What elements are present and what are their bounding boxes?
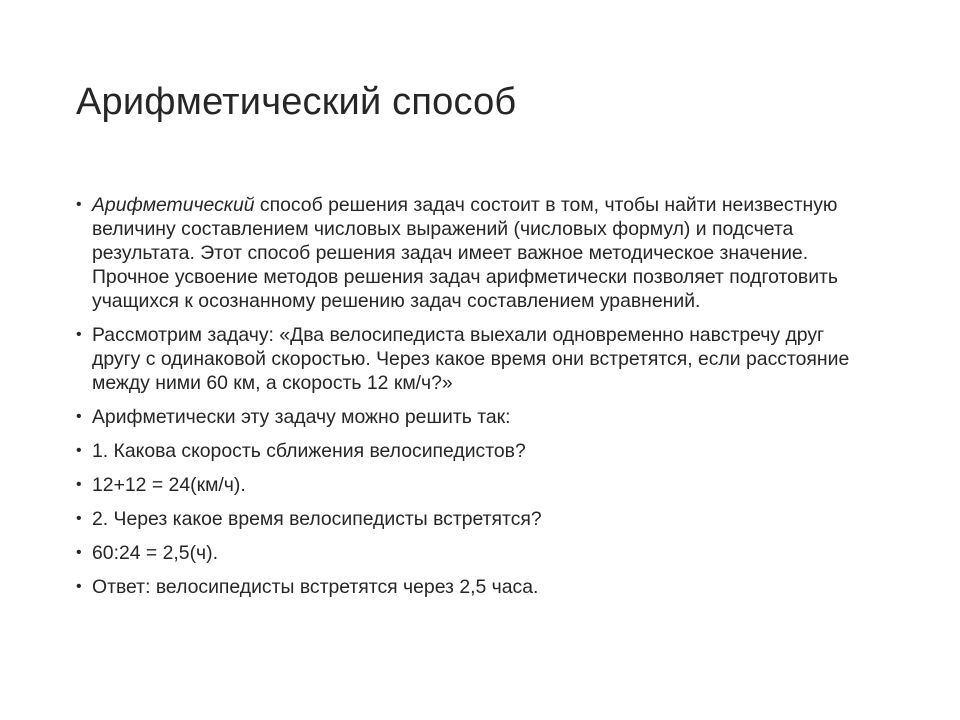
bullet-item-final-answer bbox=[76, 575, 876, 599]
bullet-list bbox=[76, 193, 876, 609]
bullet-text: 12+12 = 24(км/ч). bbox=[92, 474, 246, 496]
bullet-item-problem bbox=[76, 323, 876, 395]
bullet-text: 2. Через какое время велосипедисты встретятся? bbox=[92, 508, 542, 530]
bullet-text: Арифметически эту задачу можно решить так: bbox=[92, 406, 511, 428]
bullet-icon: • bbox=[76, 578, 82, 595]
bullet-item-question-2 bbox=[76, 507, 876, 531]
bullet-item-answer-2 bbox=[76, 541, 876, 565]
bullet-emphasis: Арифметический bbox=[92, 194, 255, 216]
bullet-text: Рассмотрим задачу: «Два велосипедиста выехали одновременно навстречу друг другу с одинаковой скоростью. Через какое время они встретятся, если расстояние между ними 60 км, а скорость 12 км/ч?» bbox=[92, 324, 850, 394]
bullet-icon: • bbox=[76, 510, 82, 527]
bullet-text: способ решения задач состоит в том, чтобы найти неизвестную величину составлением числовых выражений (числовых формул) и подсчета результата. Этот способ решения задач имеет важное методическое значение. Прочное усвоение методов решения задач арифметически позволяет подготовить учащихся к осознанному решению задач составлением уравнений. bbox=[92, 194, 839, 312]
bullet-icon: • bbox=[76, 544, 82, 561]
bullet-text: 60:24 = 2,5(ч). bbox=[92, 542, 218, 564]
bullet-icon: • bbox=[76, 408, 82, 425]
bullet-item-question-1 bbox=[76, 439, 876, 463]
bullet-text: 1. Какова скорость сближения велосипедистов? bbox=[92, 440, 526, 462]
bullet-item-answer-1 bbox=[76, 473, 876, 497]
bullet-icon: • bbox=[76, 196, 82, 213]
bullet-icon: • bbox=[76, 326, 82, 343]
bullet-item-solution-intro bbox=[76, 405, 876, 429]
bullet-icon: • bbox=[76, 476, 82, 493]
slide-title: Арифметический способ bbox=[76, 81, 517, 123]
bullet-text: Ответ: велосипедисты встретятся через 2,5 часа. bbox=[92, 576, 539, 598]
bullet-icon: • bbox=[76, 442, 82, 459]
bullet-item-definition bbox=[76, 193, 876, 313]
